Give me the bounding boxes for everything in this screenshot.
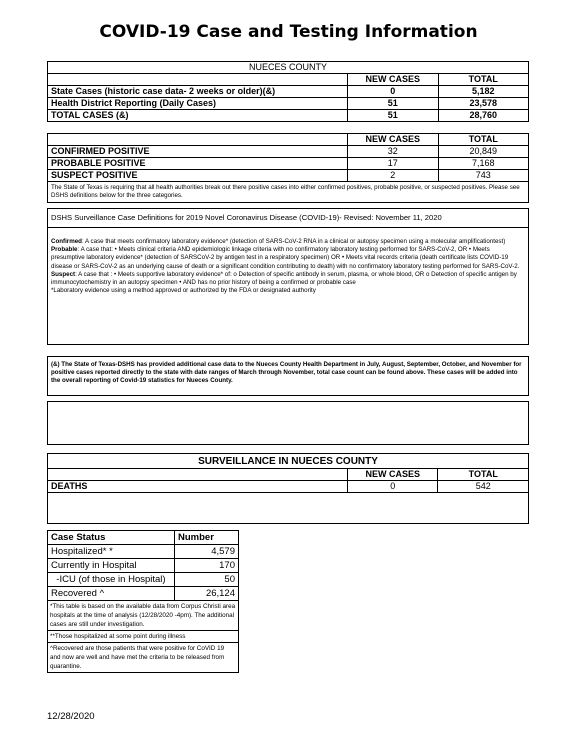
suspect-label: Suspect [51, 270, 76, 278]
row-label: Health District Reporting (Daily Cases) [48, 98, 348, 110]
table-row [48, 110, 529, 122]
row-total: 20,849 [438, 146, 528, 158]
blank-cell [48, 469, 348, 481]
row-label: Recovered ^ [48, 587, 175, 601]
col-number: Number [175, 531, 239, 545]
row-label: -ICU (of those in Hospital) [48, 573, 175, 587]
case-status-note-2: **Those hospitalized at some point during illness [48, 631, 239, 643]
row-label: Currently in Hospital [48, 559, 175, 573]
positives-note: The State of Texas is requiring that all health authorities break out there positive cases into either confirmed positives, probable positive, or suspected positives. Please see DSHS definitions below for the three categories. [48, 182, 529, 203]
table-row [48, 86, 529, 98]
row-label: DEATHS [48, 481, 348, 493]
confirmed-text: : A case that meets confirmatory laboratory evidence* (detection of SARS-CoV-2 RNA in a clinical or autopsy specimen using a molecular amplificationtest) [81, 238, 506, 245]
row-label: PROBABLE POSITIVE [48, 158, 348, 170]
row-value: 26,124 [175, 587, 239, 601]
col-total: TOTAL [438, 469, 529, 481]
positives-table [47, 133, 529, 203]
suspect-definition [51, 271, 525, 287]
blank-cell [48, 134, 348, 146]
table-row [48, 587, 239, 601]
row-value: 50 [175, 573, 239, 587]
table-row [48, 146, 529, 158]
blank-box [47, 401, 529, 445]
row-label: State Cases (historic case data- 2 weeks or older)(&) [48, 86, 348, 98]
page-title: COVID-19 Case and Testing Information [99, 22, 478, 42]
row-new: 0 [347, 481, 438, 493]
table-row [48, 158, 529, 170]
row-total: 28,760 [438, 110, 529, 122]
row-label: SUSPECT POSITIVE [48, 170, 348, 182]
col-new-cases: NEW CASES [347, 74, 438, 86]
surveillance-table [47, 453, 529, 524]
row-total: 5,182 [438, 86, 529, 98]
probable-definition [51, 246, 525, 271]
blank-cell [48, 74, 348, 86]
row-total: 542 [438, 481, 529, 493]
row-value: 170 [175, 559, 239, 573]
probable-text: : A case that: • Meets clinical criteria AND epidemiologic linkage criteria with no confirmatory laboratory testing performed for SARS-CoV-2, OR • Meets presumptive laboratory evidence* (detection of SARSCoV-2 by antigen test in a respiratory specimen) OR • Meets vital records criteria (death certificate lists COVID-19 disease or SARS-CoV-2 as an underlying cause of death or a significant condition contributing to death) with no confirmatory laboratory testing performed for SARS-CoV-2. [51, 246, 520, 270]
col-total: TOTAL [438, 134, 528, 146]
row-new: 0 [347, 86, 438, 98]
definitions-box [47, 208, 529, 345]
table-row [48, 481, 529, 493]
row-new: 32 [348, 146, 438, 158]
row-new: 17 [348, 158, 438, 170]
col-total: TOTAL [438, 74, 529, 86]
table-row [48, 170, 529, 182]
col-new-cases: NEW CASES [348, 134, 438, 146]
definitions-footnote: *Laboratory evidence using a method approved or authorized by the FDA or designated authority [51, 287, 316, 295]
county-cases-table [47, 61, 529, 122]
table-row [48, 559, 239, 573]
row-new: 2 [348, 170, 438, 182]
row-new: 51 [347, 110, 438, 122]
suspect-text: : A case that : • Meets supportive laboratory evidence* of: o Detection of specific antibody in serum, plasma, or whole blood, OR o Detection of specific antigen by immunocytochemistry in an autopsy specimen • AND has no prior history of being a confirmed or probable case [51, 270, 517, 287]
report-date: 12/28/2020 [47, 711, 95, 722]
case-status-note-1: *This table is based on the available data from Corpus Christi area hospitals at the time of analysis (12/28/2020 -4pm). The additional cases are still under investigation. [48, 601, 239, 631]
row-label: CONFIRMED POSITIVE [48, 146, 348, 158]
table-row [48, 98, 529, 110]
col-new-cases: NEW CASES [347, 469, 438, 481]
confirmed-label: Confirmed [51, 238, 82, 245]
row-label: TOTAL CASES (&) [48, 110, 348, 122]
table-row [48, 573, 239, 587]
county-header: NUECES COUNTY [48, 62, 529, 74]
col-case-status: Case Status [48, 531, 175, 545]
blank-row [48, 493, 529, 524]
table-row [48, 545, 239, 559]
row-total: 23,578 [438, 98, 529, 110]
row-new: 51 [347, 98, 438, 110]
definitions-body [48, 228, 528, 295]
state-note-box: (&) The State of Texas-DSHS has provided additional case data to the Nueces County Health Department in July, August, September, October, and November for positive cases reported directly to the state with date ranges of March through November, total case count can be found above. These cases will be added into the overall reporting of Covid-19 statistics for Nueces County. [47, 356, 529, 396]
definitions-heading: DSHS Surveillance Case Definitions for 2019 Novel Coronavirus Disease (COVID-19)- Revised: November 11, 2020 [48, 209, 528, 228]
surveillance-header: SURVEILLANCE IN NUECES COUNTY [48, 454, 529, 469]
row-value: 4,579 [175, 545, 239, 559]
case-status-note-3: ^Recovered are those patients that were positive for CoVID 19 and now are well and have met the criteria to be released from quarantine. [48, 643, 239, 673]
row-total: 7,168 [438, 158, 528, 170]
case-status-table [47, 530, 239, 673]
row-label: Hospitalized* * [48, 545, 175, 559]
row-total: 743 [438, 170, 528, 182]
probable-label: Probable [51, 246, 78, 254]
confirmed-definition [51, 238, 525, 246]
